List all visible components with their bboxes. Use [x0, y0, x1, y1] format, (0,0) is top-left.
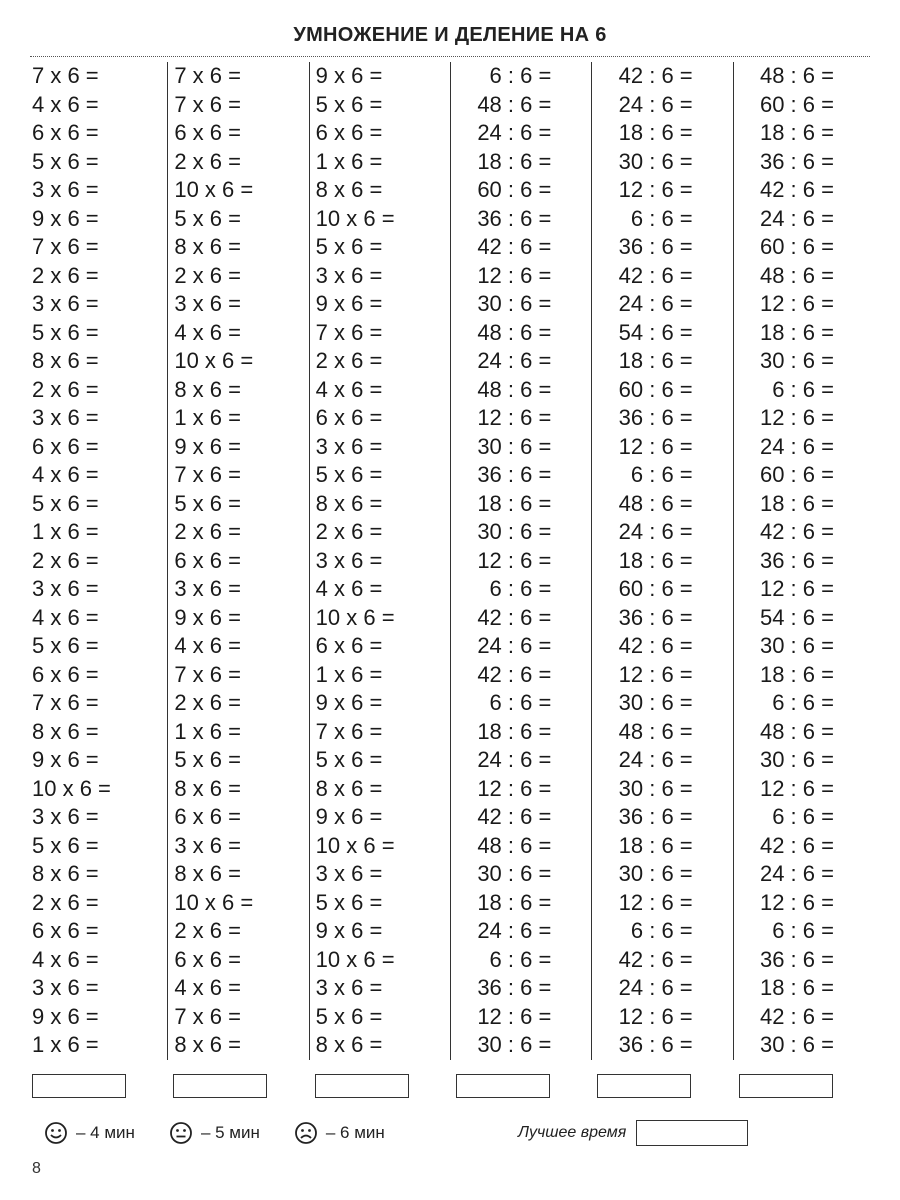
exercise-item: 2 x 6 = — [32, 262, 99, 288]
time-answer-box[interactable] — [597, 1074, 691, 1098]
exercise-item: 3 x 6 = — [315, 547, 383, 573]
exercise-item: 30 : 6 = — [618, 148, 693, 174]
exercise-item: 6 : 6 = — [772, 376, 834, 402]
exercise-item: 6 x 6 = — [315, 633, 383, 658]
exercise-item: 12 : 6 = — [477, 547, 552, 573]
exercise-item: 18 : 6 = — [759, 319, 834, 345]
exercise-item: 6 : 6 = — [489, 63, 552, 88]
exercise-item: 24 : 6 = — [618, 747, 693, 772]
exercise-item: 4 x 6 = — [174, 319, 241, 345]
smiley-happy-icon — [44, 1121, 68, 1145]
exercise-item: 5 x 6 = — [32, 319, 99, 345]
exercise-item: 8 x 6 = — [174, 861, 241, 886]
exercise-item: 9 x 6 = — [32, 1003, 99, 1029]
exercise-item: 6 x 6 = — [174, 547, 241, 573]
exercise-item: 30 : 6 = — [477, 861, 552, 886]
exercise-item: 7 x 6 = — [174, 661, 241, 687]
exercise-item: 18 : 6 = — [477, 490, 552, 516]
exercise-item: 30 : 6 = — [477, 291, 552, 316]
smiley-neutral-icon — [169, 1121, 193, 1145]
exercise-item: 8 x 6 = — [174, 234, 241, 259]
exercise-item: 7 x 6 = — [174, 1003, 241, 1029]
best-time-box[interactable] — [636, 1120, 748, 1146]
exercise-item: 6 x 6 = — [32, 120, 99, 145]
exercise-item: 24 : 6 = — [618, 91, 693, 117]
exercise-item: 36 : 6 = — [759, 946, 834, 972]
exercise-item: 9 x 6 = — [315, 63, 383, 88]
exercise-item: 6 : 6 = — [630, 918, 693, 943]
exercise-item: 4 x 6 = — [315, 376, 383, 402]
exercise-item: 48 : 6 = — [477, 319, 552, 345]
exercise-item: 5 x 6 = — [174, 205, 241, 231]
exercise-item: 42 : 6 = — [618, 63, 693, 88]
exercise-item: 1 x 6 = — [174, 405, 241, 430]
exercise-item: 36 : 6 = — [759, 148, 834, 174]
exercise-item: 48 : 6 = — [759, 262, 834, 288]
exercise-item: 18 : 6 = — [759, 490, 834, 516]
exercise-item: 10 x 6 = — [315, 205, 395, 231]
exercise-item: 12 : 6 = — [759, 405, 834, 430]
exercise-item: 3 x 6 = — [315, 975, 383, 1000]
exercise-item: 3 x 6 = — [174, 832, 241, 858]
exercise-item: 6 : 6 = — [489, 690, 552, 715]
exercise-item: 3 x 6 = — [174, 576, 241, 601]
exercise-item: 6 x 6 = — [32, 918, 99, 943]
exercise-item: 8 x 6 = — [315, 775, 383, 801]
exercise-item: 6 x 6 = — [174, 946, 241, 972]
exercise-item: 5 x 6 = — [32, 490, 99, 516]
exercise-item: 9 x 6 = — [174, 433, 241, 459]
exercise-item: 5 x 6 = — [32, 148, 99, 174]
smiley-sad-icon — [294, 1121, 318, 1145]
exercise-item: 1 x 6 = — [32, 519, 99, 544]
exercise-item: 60 : 6 = — [477, 177, 552, 202]
exercise-item: 36 : 6 = — [618, 1032, 693, 1057]
exercise-item: 3 x 6 = — [315, 861, 383, 886]
exercise-item: 24 : 6 = — [618, 975, 693, 1000]
exercise-item: 1 x 6 = — [315, 148, 383, 174]
exercise-item: 6 x 6 = — [32, 433, 99, 459]
exercise-item: 24 : 6 = — [618, 519, 693, 544]
exercise-item: 42 : 6 = — [759, 1003, 834, 1029]
exercise-item: 10 x 6 = — [315, 946, 395, 972]
exercise-columns — [26, 62, 874, 1060]
exercise-item: 54 : 6 = — [759, 604, 834, 630]
best-time-label: Лучшее время — [518, 1124, 627, 1141]
exercise-item: 12 : 6 = — [618, 889, 693, 915]
exercise-item: 10 x 6 = — [315, 832, 395, 858]
exercise-item: 5 x 6 = — [32, 832, 99, 858]
exercise-item: 8 x 6 = — [32, 348, 99, 373]
exercise-item: 24 : 6 = — [759, 861, 834, 886]
exercise-item: 7 x 6 = — [315, 319, 383, 345]
exercise-item: 7 x 6 = — [32, 63, 99, 88]
exercise-item: 18 : 6 = — [477, 148, 552, 174]
exercise-item: 8 x 6 = — [174, 376, 241, 402]
answer-box-cell — [167, 1074, 308, 1100]
exercise-item: 6 x 6 = — [174, 804, 241, 829]
exercise-item: 5 x 6 = — [174, 490, 241, 516]
exercise-item: 48 : 6 = — [477, 91, 552, 117]
exercise-item: 3 x 6 = — [32, 576, 99, 601]
exercise-item: 4 x 6 = — [32, 91, 99, 117]
exercise-item: 2 x 6 = — [174, 918, 241, 943]
exercise-item: 8 x 6 = — [315, 1032, 383, 1057]
exercise-item: 9 x 6 = — [174, 604, 241, 630]
exercise-item: 24 : 6 = — [618, 291, 693, 316]
exercise-item: 18 : 6 = — [759, 975, 834, 1000]
exercise-item: 4 x 6 = — [32, 604, 99, 630]
exercise-item: 5 x 6 = — [315, 1003, 383, 1029]
exercise-item: 12 : 6 = — [477, 775, 552, 801]
exercise-item: 24 : 6 = — [759, 433, 834, 459]
exercise-item: 12 : 6 = — [759, 889, 834, 915]
exercise-item: 5 x 6 = — [32, 633, 99, 658]
exercise-item: 1 x 6 = — [315, 661, 383, 687]
legend-label: – 5 мин — [200, 1123, 260, 1142]
exercise-item: 10 x 6 = — [32, 775, 111, 801]
exercise-item: 6 x 6 = — [32, 661, 99, 687]
exercise-item: 6 x 6 = — [174, 120, 241, 145]
exercise-item: 7 x 6 = — [32, 690, 99, 715]
exercise-item: 4 x 6 = — [174, 633, 241, 658]
exercise-item: 42 : 6 = — [618, 946, 693, 972]
exercise-item: 9 x 6 = — [32, 747, 99, 772]
exercise-item: 1 x 6 = — [174, 718, 241, 744]
exercise-item: 3 x 6 = — [32, 975, 99, 1000]
answer-box-cell — [309, 1074, 450, 1100]
exercise-item: 6 : 6 = — [630, 205, 693, 231]
exercise-item: 48 : 6 = — [477, 832, 552, 858]
exercise-item: 36 : 6 = — [618, 405, 693, 430]
exercise-item: 36 : 6 = — [477, 462, 552, 487]
exercise-item: 30 : 6 = — [618, 690, 693, 715]
exercise-item: 8 x 6 = — [174, 775, 241, 801]
exercise-item: 60 : 6 = — [759, 462, 834, 487]
exercise-item: 2 x 6 = — [174, 519, 241, 544]
exercise-item: 18 : 6 = — [618, 348, 693, 373]
exercise-item: 3 x 6 = — [174, 291, 241, 316]
exercise-item: 42 : 6 = — [759, 832, 834, 858]
exercise-item: 36 : 6 = — [618, 804, 693, 829]
exercise-item: 3 x 6 = — [32, 177, 99, 202]
exercise-item: 4 x 6 = — [32, 946, 99, 972]
exercise-item: 30 : 6 = — [759, 747, 834, 772]
title-divider — [30, 56, 870, 57]
exercise-item: 24 : 6 = — [477, 633, 552, 658]
exercise-item: 10 x 6 = — [315, 604, 395, 630]
exercise-item: 5 x 6 = — [315, 747, 383, 772]
exercise-item: 30 : 6 = — [477, 433, 552, 459]
exercise-item: 30 : 6 = — [759, 1032, 834, 1057]
best-time — [518, 1118, 748, 1148]
exercise-item: 12 : 6 = — [759, 775, 834, 801]
exercise-item: 18 : 6 = — [477, 889, 552, 915]
exercise-column — [309, 62, 450, 1060]
legend-item-5-min — [169, 1121, 260, 1145]
exercise-item: 36 : 6 = — [618, 604, 693, 630]
exercise-item: 9 x 6 = — [315, 690, 383, 715]
answer-box-cell — [591, 1074, 732, 1100]
exercise-column — [26, 62, 167, 1060]
exercise-item: 18 : 6 = — [759, 661, 834, 687]
exercise-item: 48 : 6 = — [759, 63, 834, 88]
exercise-item: 12 : 6 = — [618, 1003, 693, 1029]
exercise-item: 5 x 6 = — [315, 234, 383, 259]
exercise-item: 60 : 6 = — [759, 234, 834, 259]
exercise-item: 30 : 6 = — [477, 519, 552, 544]
exercise-item: 48 : 6 = — [618, 718, 693, 744]
exercise-item: 24 : 6 = — [477, 747, 552, 772]
exercise-item: 42 : 6 = — [477, 604, 552, 630]
exercise-item: 9 x 6 = — [32, 205, 99, 231]
exercise-item: 42 : 6 = — [477, 804, 552, 829]
exercise-item: 5 x 6 = — [315, 462, 383, 487]
exercise-item: 9 x 6 = — [315, 291, 383, 316]
exercise-item: 18 : 6 = — [759, 120, 834, 145]
exercise-item: 6 : 6 = — [772, 690, 834, 715]
answer-box-cell — [450, 1074, 591, 1100]
exercise-item: 7 x 6 = — [174, 91, 241, 117]
exercise-item: 36 : 6 = — [759, 547, 834, 573]
exercise-item: 12 : 6 = — [477, 1003, 552, 1029]
legend-label: – 4 мин — [76, 1123, 135, 1142]
exercise-item: 30 : 6 = — [759, 633, 834, 658]
legend-item-4-min — [44, 1121, 135, 1145]
answer-box-cell — [733, 1074, 874, 1100]
time-answer-box[interactable] — [173, 1074, 267, 1098]
exercise-item: 4 x 6 = — [315, 576, 383, 601]
time-answer-box[interactable] — [456, 1074, 550, 1098]
time-answer-box[interactable] — [739, 1074, 833, 1098]
page-title: УМНОЖЕНИЕ И ДЕЛЕНИЕ НА 6 — [293, 24, 607, 46]
exercise-item: 12 : 6 = — [759, 291, 834, 316]
exercise-item: 3 x 6 = — [32, 291, 99, 316]
legend-label: – 6 мин — [325, 1123, 385, 1142]
exercise-item: 6 : 6 = — [489, 576, 552, 601]
exercise-item: 3 x 6 = — [315, 433, 383, 459]
exercise-item: 48 : 6 = — [477, 376, 552, 402]
exercise-item: 60 : 6 = — [618, 376, 693, 402]
exercise-item: 24 : 6 = — [759, 205, 834, 231]
exercise-item: 5 x 6 = — [315, 91, 383, 117]
exercise-item: 2 x 6 = — [174, 690, 241, 715]
exercise-item: 5 x 6 = — [174, 747, 241, 772]
exercise-item: 18 : 6 = — [618, 120, 693, 145]
exercise-item: 4 x 6 = — [174, 975, 241, 1000]
answer-box-cell — [26, 1074, 167, 1100]
exercise-item: 18 : 6 = — [477, 718, 552, 744]
exercise-item: 6 : 6 = — [489, 946, 552, 972]
exercise-item: 30 : 6 = — [618, 775, 693, 801]
time-legend — [44, 1118, 419, 1148]
exercise-item: 1 x 6 = — [32, 1032, 99, 1057]
exercise-item: 3 x 6 = — [32, 804, 99, 829]
exercise-item: 5 x 6 = — [315, 889, 383, 915]
exercise-item: 6 x 6 = — [315, 120, 383, 145]
answer-boxes-row — [26, 1074, 874, 1100]
legend-item-6-min — [294, 1121, 385, 1145]
exercise-item: 9 x 6 = — [315, 804, 383, 829]
exercise-item: 30 : 6 = — [618, 861, 693, 886]
exercise-item: 42 : 6 = — [759, 177, 834, 202]
exercise-item: 24 : 6 = — [477, 120, 552, 145]
exercise-item: 3 x 6 = — [32, 405, 99, 430]
exercise-item: 8 x 6 = — [315, 177, 383, 202]
exercise-item: 2 x 6 = — [315, 348, 383, 373]
exercise-item: 8 x 6 = — [32, 718, 99, 744]
exercise-item: 6 : 6 = — [772, 804, 834, 829]
exercise-item: 7 x 6 = — [315, 718, 383, 744]
exercise-item: 8 x 6 = — [174, 1032, 241, 1057]
exercise-item: 30 : 6 = — [477, 1032, 552, 1057]
exercise-item: 42 : 6 = — [618, 262, 693, 288]
exercise-item: 12 : 6 = — [477, 405, 552, 430]
time-answer-box[interactable] — [315, 1074, 409, 1098]
time-answer-box[interactable] — [32, 1074, 126, 1098]
exercise-item: 54 : 6 = — [618, 319, 693, 345]
exercise-item: 7 x 6 = — [174, 462, 241, 487]
exercise-item: 10 x 6 = — [174, 348, 254, 373]
exercise-item: 6 x 6 = — [315, 405, 383, 430]
exercise-item: 4 x 6 = — [32, 462, 99, 487]
exercise-item: 60 : 6 = — [759, 91, 834, 117]
exercise-item: 10 x 6 = — [174, 889, 254, 915]
exercise-item: 2 x 6 = — [315, 519, 383, 544]
exercise-item: 36 : 6 = — [477, 975, 552, 1000]
exercise-item: 8 x 6 = — [32, 861, 99, 886]
exercise-item: 48 : 6 = — [759, 718, 834, 744]
exercise-column — [167, 62, 308, 1060]
exercise-item: 9 x 6 = — [315, 918, 383, 943]
exercise-column — [450, 62, 591, 1060]
exercise-item: 2 x 6 = — [32, 376, 99, 402]
exercise-column — [591, 62, 732, 1060]
exercise-item: 18 : 6 = — [618, 832, 693, 858]
exercise-item: 24 : 6 = — [477, 348, 552, 373]
exercise-item: 12 : 6 = — [759, 576, 834, 601]
exercise-item: 42 : 6 = — [477, 234, 552, 259]
exercise-item: 7 x 6 = — [174, 63, 241, 88]
exercise-item: 36 : 6 = — [618, 234, 693, 259]
exercise-item: 42 : 6 = — [618, 633, 693, 658]
exercise-item: 18 : 6 = — [618, 547, 693, 573]
exercise-item: 60 : 6 = — [618, 576, 693, 601]
exercise-item: 6 : 6 = — [772, 918, 834, 943]
exercise-item: 2 x 6 = — [174, 262, 241, 288]
exercise-item: 30 : 6 = — [759, 348, 834, 373]
exercise-item: 48 : 6 = — [618, 490, 693, 516]
exercise-item: 8 x 6 = — [315, 490, 383, 516]
exercise-item: 3 x 6 = — [315, 262, 383, 288]
exercise-column — [733, 62, 874, 1060]
exercise-item: 42 : 6 = — [759, 519, 834, 544]
exercise-item: 12 : 6 = — [618, 661, 693, 687]
exercise-item: 12 : 6 = — [477, 262, 552, 288]
exercise-item: 24 : 6 = — [477, 918, 552, 943]
exercise-item: 36 : 6 = — [477, 205, 552, 231]
exercise-item: 2 x 6 = — [174, 148, 241, 174]
exercise-item: 7 x 6 = — [32, 234, 99, 259]
exercise-item: 42 : 6 = — [477, 661, 552, 687]
exercise-item: 12 : 6 = — [618, 177, 693, 202]
exercise-item: 10 x 6 = — [174, 177, 254, 202]
exercise-item: 2 x 6 = — [32, 889, 99, 915]
exercise-item: 6 : 6 = — [630, 462, 693, 487]
exercise-item: 2 x 6 = — [32, 547, 99, 573]
exercise-item: 12 : 6 = — [618, 433, 693, 459]
page-number: 8 — [32, 1160, 41, 1177]
